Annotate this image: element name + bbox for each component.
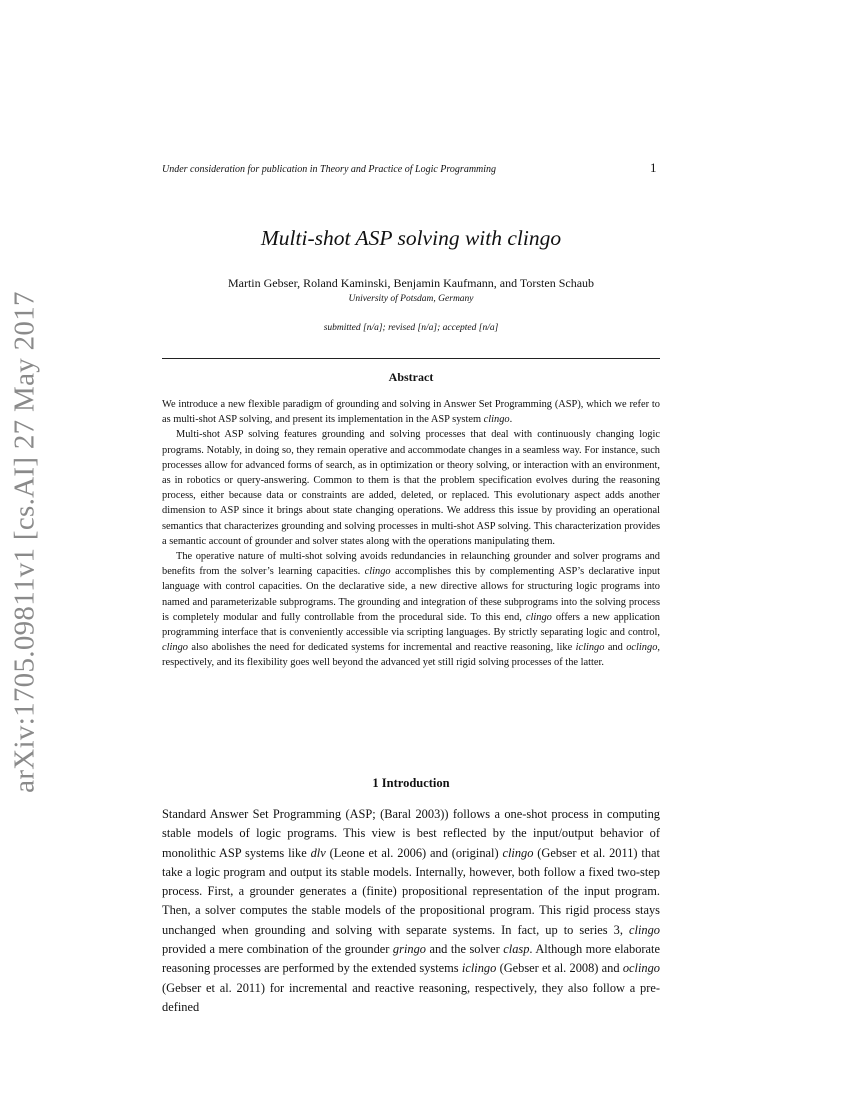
arxiv-identifier: arXiv:1705.09811v1 [cs.AI] 27 May 2017 [8,291,41,793]
abstract-paragraph: Multi-shot ASP solving features grounding and solving processes that deal with continuously changing logic programs. Notably, in doing so, they remain operative and accommodate changes in a seamless way. For instance, such processes allow for advanced forms of search, as in optimization or theory solving, or interaction with an environment, as in robotics or query-answering. Common to them is that the problem specification evolves during the reasoning process, either because data or constraints are added, deleted, or replaced. This evolutionary aspect adds another dimension to ASP since it brings about state changing operations. We address this issue by providing an operational semantics that characterizes grounding and solving processes in multi-shot ASP solving. This characterization provides a semantic account of grounder and solver states along with the operations manipulating them. [162,429,660,547]
section-heading-introduction: 1 Introduction [372,776,450,790]
abstract-body [162,397,660,671]
page-number: 1 [650,160,657,175]
submission-info: submitted [n/a]; revised [n/a]; accepted [n/a] [323,323,499,333]
title-divider [162,358,660,359]
body-paragraph: Standard Answer Set Programming (ASP; (Baral 2003)) follows a one-shot process in computing stable models of logic programs. This view is best reflected by the input/output behavior of monolithic ASP systems like dlv (Leone et al. 2006) and (original) clingo (Gebser et al. 2011) that take a logic program and output its stable models. Internally, however, both follow a fixed two-step process. First, a grounder generates a (finite) propositional representation of the input program. Then, a solver computes the stable models of the propositional program. This rigid process stays unchanged when grounding and solving with separate systems. In fact, up to series 3, clingo provided a mere combination of the grounder gringo and the solver clasp. Although more elaborate reasoning processes are performed by the extended systems iclingo (Gebser et al. 2008) and oclingo (Gebser et al. 2011) for incremental and reactive reasoning, respectively, they also follow a pre-defined [162,807,660,1014]
arxiv-watermark [0,292,50,792]
abstract-paragraph: The operative nature of multi-shot solving avoids redundancies in relaunching grounder and solver programs and benefits from the solver’s learning capacities. clingo accomplishes this by complementing ASP’s declarative input language with control capacities. On the declarative side, a new directive allows for structuring logic programs into named and parameterizable subprograms. The grounding and integration of these subprograms into the solving process is completely modular and fully controllable from the procedural side. To this end, clingo offers a new application programming interface that is conveniently accessible via scripting languages. By strictly separating logic and control, clingo also abolishes the need for dedicated systems for incremental and reactive reasoning, like iclingo and oclingo, respectively, and its flexibility goes well beyond the advanced yet still rigid solving processes of the latter. [162,551,660,669]
abstract-paragraph: We introduce a new flexible paradigm of grounding and solving in Answer Set Programming (ASP), which we refer to as multi-shot ASP solving, and present its implementation in the ASP system clingo. [162,399,660,426]
affiliation: University of Potsdam, Germany [348,294,474,304]
abstract-heading: Abstract [388,370,434,384]
introduction-body [162,805,660,1017]
paper-title: Multi-shot ASP solving with clingo [260,226,562,250]
author-list: Martin Gebser, Roland Kaminski, Benjamin Kaufmann, and Torsten Schaub [227,276,595,290]
running-head: Under consideration for publication in Theory and Practice of Logic Programming [162,164,497,175]
